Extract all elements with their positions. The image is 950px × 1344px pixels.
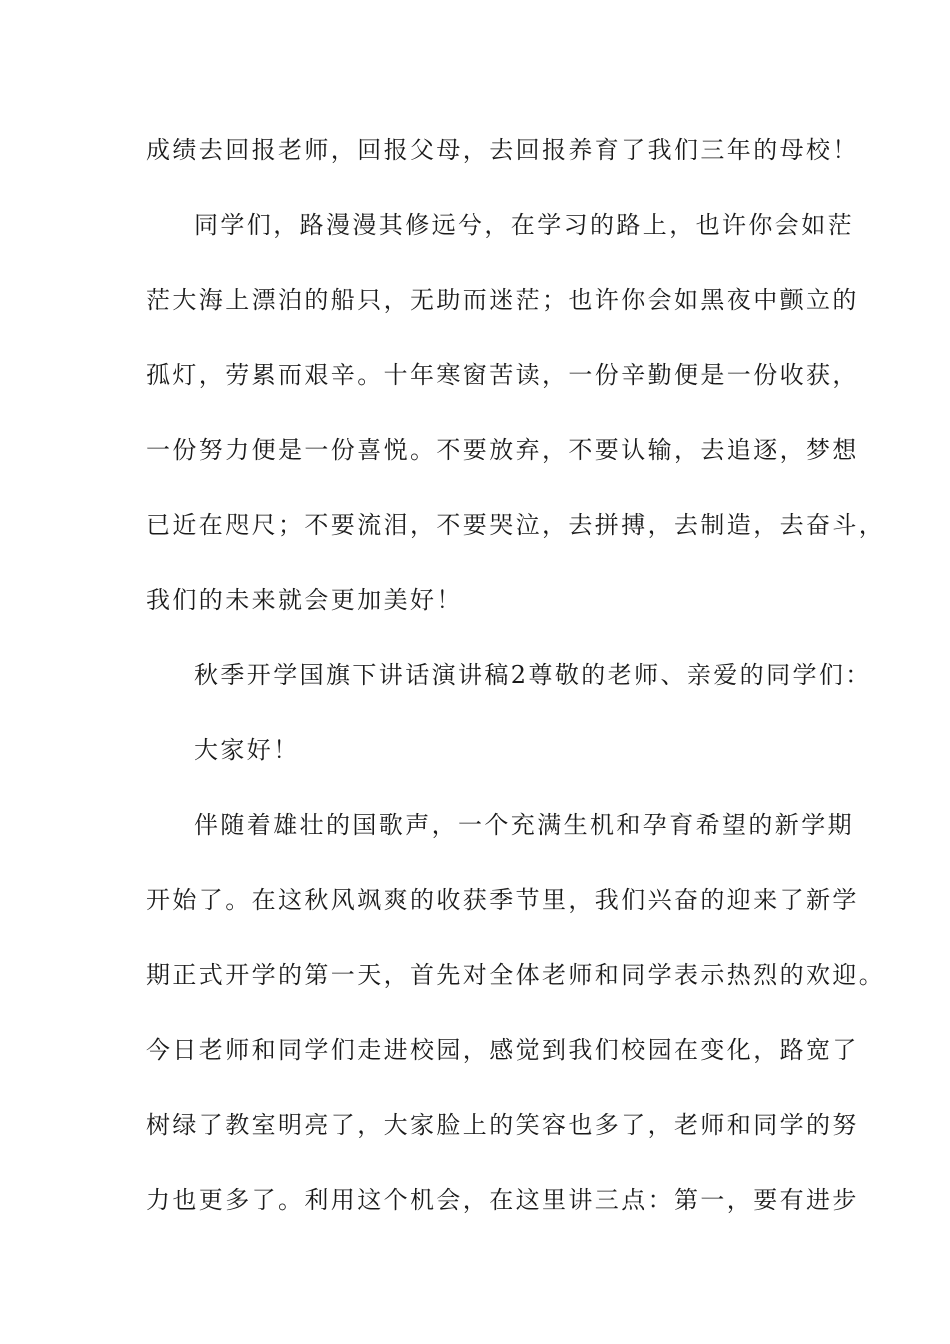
text-line: 成绩去回报老师，回报父母，去回报养育了我们三年的母校！: [146, 136, 859, 164]
text-line: 开始了。在这秋风飒爽的收获季节里，我们兴奋的迎来了新学: [146, 886, 859, 914]
greeting-line: 大家好！: [194, 736, 300, 764]
text-line: 孤灯，劳累而艰辛。十年寒窗苦读，一份辛勤便是一份收获，: [146, 361, 859, 389]
paragraph-start-line: 同学们，路漫漫其修远兮，在学习的路上，也许你会如茫: [194, 211, 854, 239]
text-line: 茫大海上漂泊的船只，无助而迷茫；也许你会如黑夜中颤立的: [146, 286, 859, 314]
text-line: 一份努力便是一份喜悦。不要放弃，不要认输，去追逐，梦想: [146, 436, 859, 464]
paragraph-start-line: 伴随着雄壮的国歌声，一个充满生机和孕育希望的新学期: [194, 811, 854, 839]
text-line: 已近在咫尺；不要流泪，不要哭泣，去拼搏，去制造，去奋斗，: [146, 511, 886, 539]
text-line: 树绿了教室明亮了，大家脸上的笑容也多了，老师和同学的努: [146, 1111, 859, 1139]
text-line: 力也更多了。利用这个机会，在这里讲三点：第一，要有进步: [146, 1186, 859, 1214]
text-line: 期正式开学的第一天，首先对全体老师和同学表示热烈的欢迎。: [146, 961, 886, 989]
text-line: 我们的未来就会更加美好！: [146, 586, 463, 614]
text-line: 今日老师和同学们走进校园，感觉到我们校园在变化，路宽了: [146, 1036, 859, 1064]
heading-line: 秋季开学国旗下讲话演讲稿2尊敬的老师、亲爱的同学们：: [194, 661, 872, 689]
